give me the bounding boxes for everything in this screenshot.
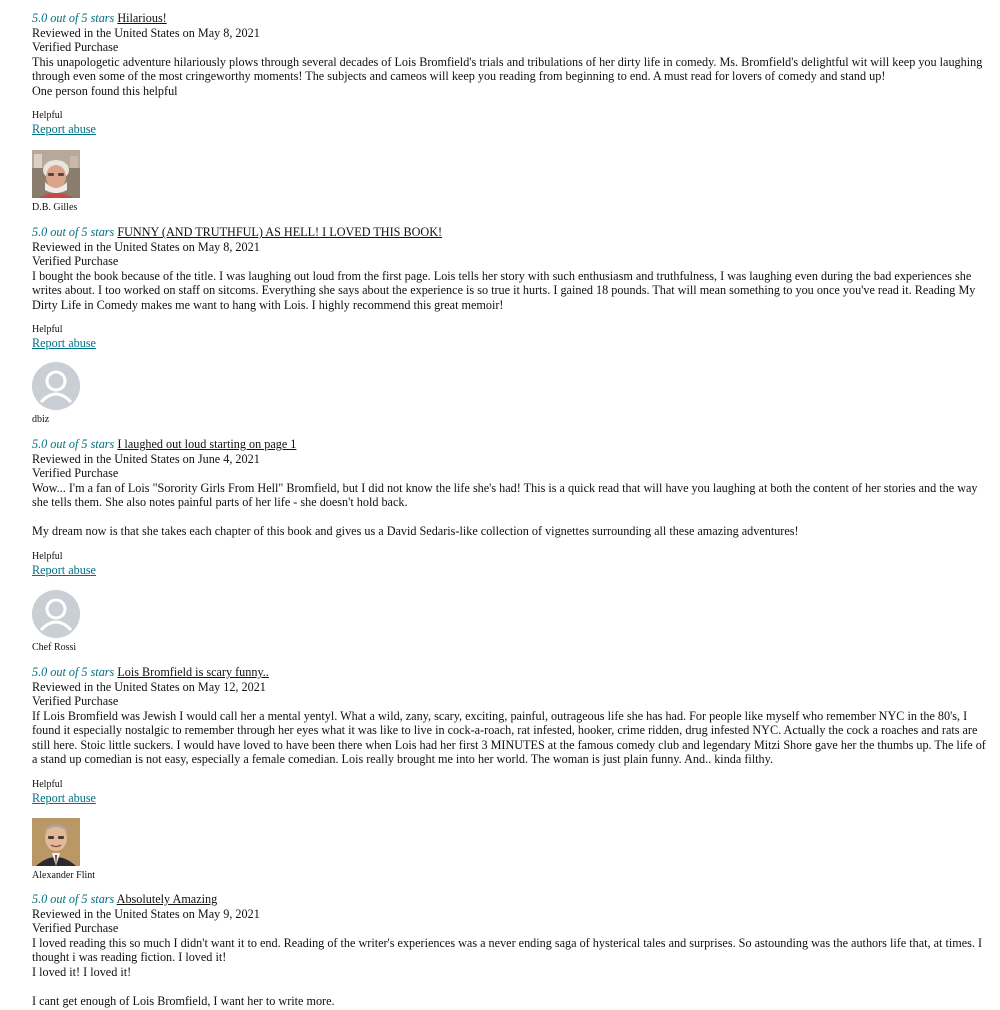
review-date: Reviewed in the United States on May 9, 2021 [32, 906, 260, 921]
reviewer-profile[interactable] [32, 362, 80, 426]
verified-purchase-badge: Verified Purchase [32, 466, 119, 480]
reviewer-photo-avatar [32, 818, 80, 866]
review-title-link[interactable]: FUNNY (AND TRUTHFUL) AS HELL! I LOVED THIS BOOK! [117, 225, 443, 239]
review-body: Wow... I'm a fan of Lois "Sorority Girls From Hell" Bromfield, but I did not know the life she's had! This is a quick read that will have you laughing at both the content of her stories and the way she tells them. She also notes painful parts of her life - she doesn't hold back. My dream now is that she takes each chapter of this book and gives us a David Sedaris-like collection of vignettes surrounding all these amazing adventures! [32, 480, 978, 538]
report-abuse-link[interactable]: Report abuse [32, 122, 96, 136]
review-title-link[interactable]: I laughed out loud starting on page 1 [117, 437, 297, 451]
reviewer-name: Alexander Flint [32, 870, 96, 881]
helpful-button[interactable]: Helpful [32, 550, 63, 562]
review-date: Reviewed in the United States on May 8, 2021 [32, 239, 260, 254]
review-header [32, 892, 987, 907]
verified-purchase-badge: Verified Purchase [32, 694, 119, 708]
review-body: I bought the book because of the title. I was laughing out loud from the first page. Lois tells her story with such enthusiasm and truthfulness, I was laughing even during the bad experiences she writes about. I too worked on staff on sitcoms. Everything she says about the experience is so true it hurts. I gained 18 pounds. That will mean something to you once you've read it. Reading My Dirty Life in Comedy makes me want to hang with Lois. I highly recommend this great memoir! [32, 268, 976, 312]
review-header [32, 225, 987, 240]
default-avatar-icon [32, 590, 80, 638]
default-avatar-icon [32, 362, 80, 410]
review-header [32, 11, 987, 26]
review-header [32, 665, 987, 680]
review-date: Reviewed in the United States on June 4, 2021 [32, 451, 260, 466]
review-title-link[interactable]: Hilarious! [117, 11, 167, 25]
star-rating[interactable]: 5.0 out of 5 stars [32, 437, 115, 451]
reviewer-profile[interactable] [32, 818, 95, 882]
review-body: This unapologetic adventure hilariously plows through several decades of Lois Bromfield's trials and tribulations of her dirty life in comedy. Ms. Bromfield's delightful wit will keep you laughing through even some of the most cringeworthy moments! The subjects and cameos will keep you reading from beginning to end. A must read for lovers of comedy and stand up! [32, 54, 983, 83]
review-body: I loved reading this so much I didn't want it to end. Reading of the writer's experiences was a never ending saga of hysterical tales and surprises. So astounding was the authors life that, at times. I thought i was reading fiction. I loved it! I loved it! I loved it! I cant get enough of Lois Bromfield, I want her to write more. [32, 935, 983, 1008]
star-rating[interactable]: 5.0 out of 5 stars [32, 225, 115, 239]
reviewer-name: D.B. Gilles [32, 202, 78, 213]
reviewer-profile[interactable] [32, 150, 80, 214]
found-helpful-count: One person found this helpful [32, 83, 178, 98]
helpful-button[interactable]: Helpful [32, 110, 63, 121]
review-2 [32, 225, 987, 351]
review-4 [32, 665, 987, 805]
review-5 [32, 892, 987, 1008]
review-1 [32, 11, 987, 137]
reviewer-name: Chef Rossi [32, 642, 77, 653]
star-rating[interactable]: 5.0 out of 5 stars [32, 665, 115, 679]
reviewer-profile[interactable] [32, 590, 80, 654]
review-date: Reviewed in the United States on May 8, 2021 [32, 25, 260, 40]
review-3 [32, 437, 987, 577]
star-rating[interactable]: 5.0 out of 5 stars [32, 892, 115, 906]
helpful-button[interactable]: Helpful [32, 324, 63, 335]
review-date: Reviewed in the United States on May 12, 2021 [32, 679, 266, 694]
report-abuse-link[interactable]: Report abuse [32, 790, 96, 805]
review-title-link[interactable]: Lois Bromfield is scary funny.. [117, 665, 269, 679]
report-abuse-link[interactable]: Report abuse [32, 562, 96, 577]
reviewer-photo-avatar [32, 150, 80, 198]
reviewer-name: dbiz [32, 414, 50, 425]
star-rating[interactable]: 5.0 out of 5 stars [32, 11, 115, 25]
review-title-link[interactable]: Absolutely Amazing [116, 892, 218, 906]
review-body: If Lois Bromfield was Jewish I would call her a mental yentyl. What a wild, zany, scary, exciting, painful, outrageous life she has had. For people like myself who remember NYC in the 80's, I found it especially nostalgic to remember through her eyes what it was like to live in cock-a-roach, rat infested, hooker, crime ridden, drug infested NYC. Actually the cock a roaches and rats are still here. Stoic little suckers. I would have loved to have been there when Lois had her first 3 MINUTES at the famous comedy club and legendary Mitzi Shore gave her the thumbs up. The life of a stand up comedian is not easy, especially a female comedian. Lois really brought me into her world. The woman is just plain funny. And.. kinda filthy. [32, 708, 986, 766]
report-abuse-link[interactable]: Report abuse [32, 336, 96, 350]
verified-purchase-badge: Verified Purchase [32, 921, 119, 935]
verified-purchase-badge: Verified Purchase [32, 40, 119, 54]
review-header [32, 437, 987, 452]
helpful-button[interactable]: Helpful [32, 778, 63, 790]
verified-purchase-badge: Verified Purchase [32, 254, 119, 268]
